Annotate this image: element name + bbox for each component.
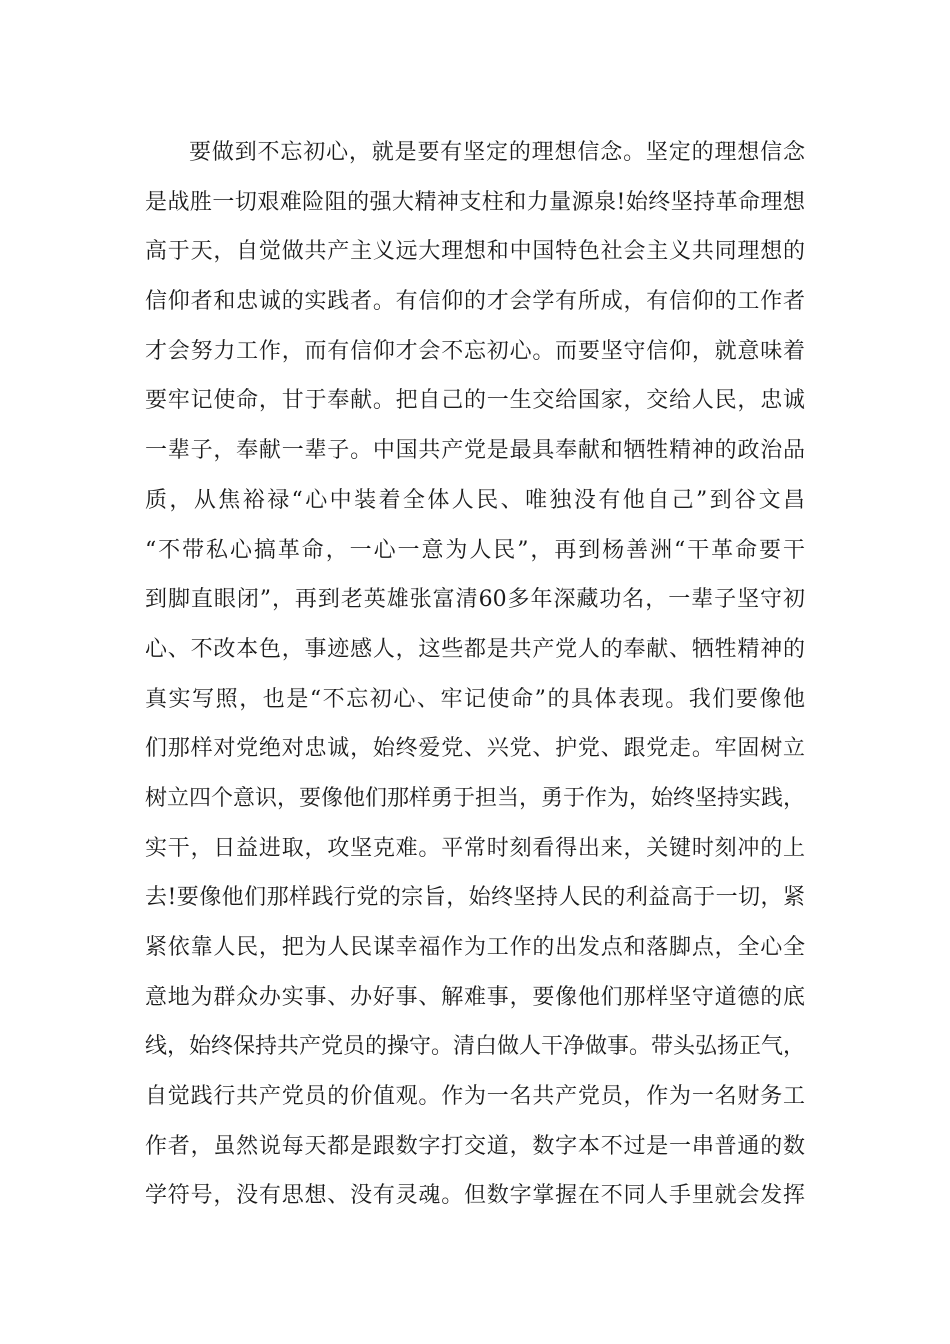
text-line: 高于天，自觉做共产主义远大理想和中国特色社会主义共同理想的 bbox=[145, 239, 805, 265]
text-line: 意地为群众办实事、办好事、解难事，要像他们那样坚守道德的底 bbox=[145, 984, 805, 1010]
text-line: 紧依靠人民，把为人民谋幸福作为工作的出发点和落脚点，全心全 bbox=[145, 935, 805, 960]
text-line: 一辈子，奉献一辈子。中国共产党是最具奉献和牺牲精神的政治品 bbox=[145, 438, 805, 464]
text-line: 要牢记使命，甘于奉献。把自己的一生交给国家，交给人民，忠诚 bbox=[145, 388, 805, 414]
text-line: 是战胜一切艰难险阻的强大精神支柱和力量源泉!始终坚持革命理想 bbox=[145, 189, 805, 215]
text-line: 心、不改本色，事迹感人，这些都是共产党人的奉献、牺牲精神的 bbox=[145, 636, 805, 662]
text-line: 作者，虽然说每天都是跟数字打交道，数字本不过是一串普通的数 bbox=[145, 1133, 805, 1159]
text-line: 树立四个意识，要像他们那样勇于担当，勇于作为，始终坚持实践， bbox=[145, 785, 806, 811]
text-line: “不带私心搞革命，一心一意为人民”，再到杨善洲“干革命要干 bbox=[145, 537, 805, 563]
body-paragraph bbox=[145, 128, 805, 1221]
text-line: 质，从焦裕禄“心中装着全体人民、唯独没有他自己”到谷文昌 bbox=[145, 487, 805, 513]
text-line: 信仰者和忠诚的实践者。有信仰的才会学有所成，有信仰的工作者 bbox=[145, 289, 805, 315]
text-line: 去!要像他们那样践行党的宗旨，始终坚持人民的利益高于一切，紧 bbox=[145, 885, 805, 911]
text-line: 自觉践行共产党员的价值观。作为一名共产党员，作为一名财务工 bbox=[145, 1084, 805, 1110]
text-line: 要做到不忘初心，就是要有坚定的理想信念。坚定的理想信念 bbox=[189, 140, 805, 165]
text-line: 们那样对党绝对忠诚，始终爱党、兴党、护党、跟党走。牢固树立 bbox=[145, 736, 805, 762]
text-line: 到脚直眼闭”，再到老英雄张富清60多年深藏功名，一辈子坚守初 bbox=[145, 587, 805, 613]
text-line: 才会努力工作，而有信仰才会不忘初心。而要坚守信仰，就意味着 bbox=[145, 338, 805, 364]
text-line: 线，始终保持共产党员的操守。清白做人干净做事。带头弘扬正气， bbox=[145, 1034, 806, 1060]
text-line: 真实写照，也是“不忘初心、牢记使命”的具体表现。我们要像他 bbox=[145, 686, 805, 712]
text-line: 实干，日益进取，攻坚克难。平常时刻看得出来，关键时刻冲的上 bbox=[145, 835, 805, 861]
text-line: 学符号，没有思想、没有灵魂。但数字掌握在不同人手里就会发挥 bbox=[145, 1183, 805, 1209]
